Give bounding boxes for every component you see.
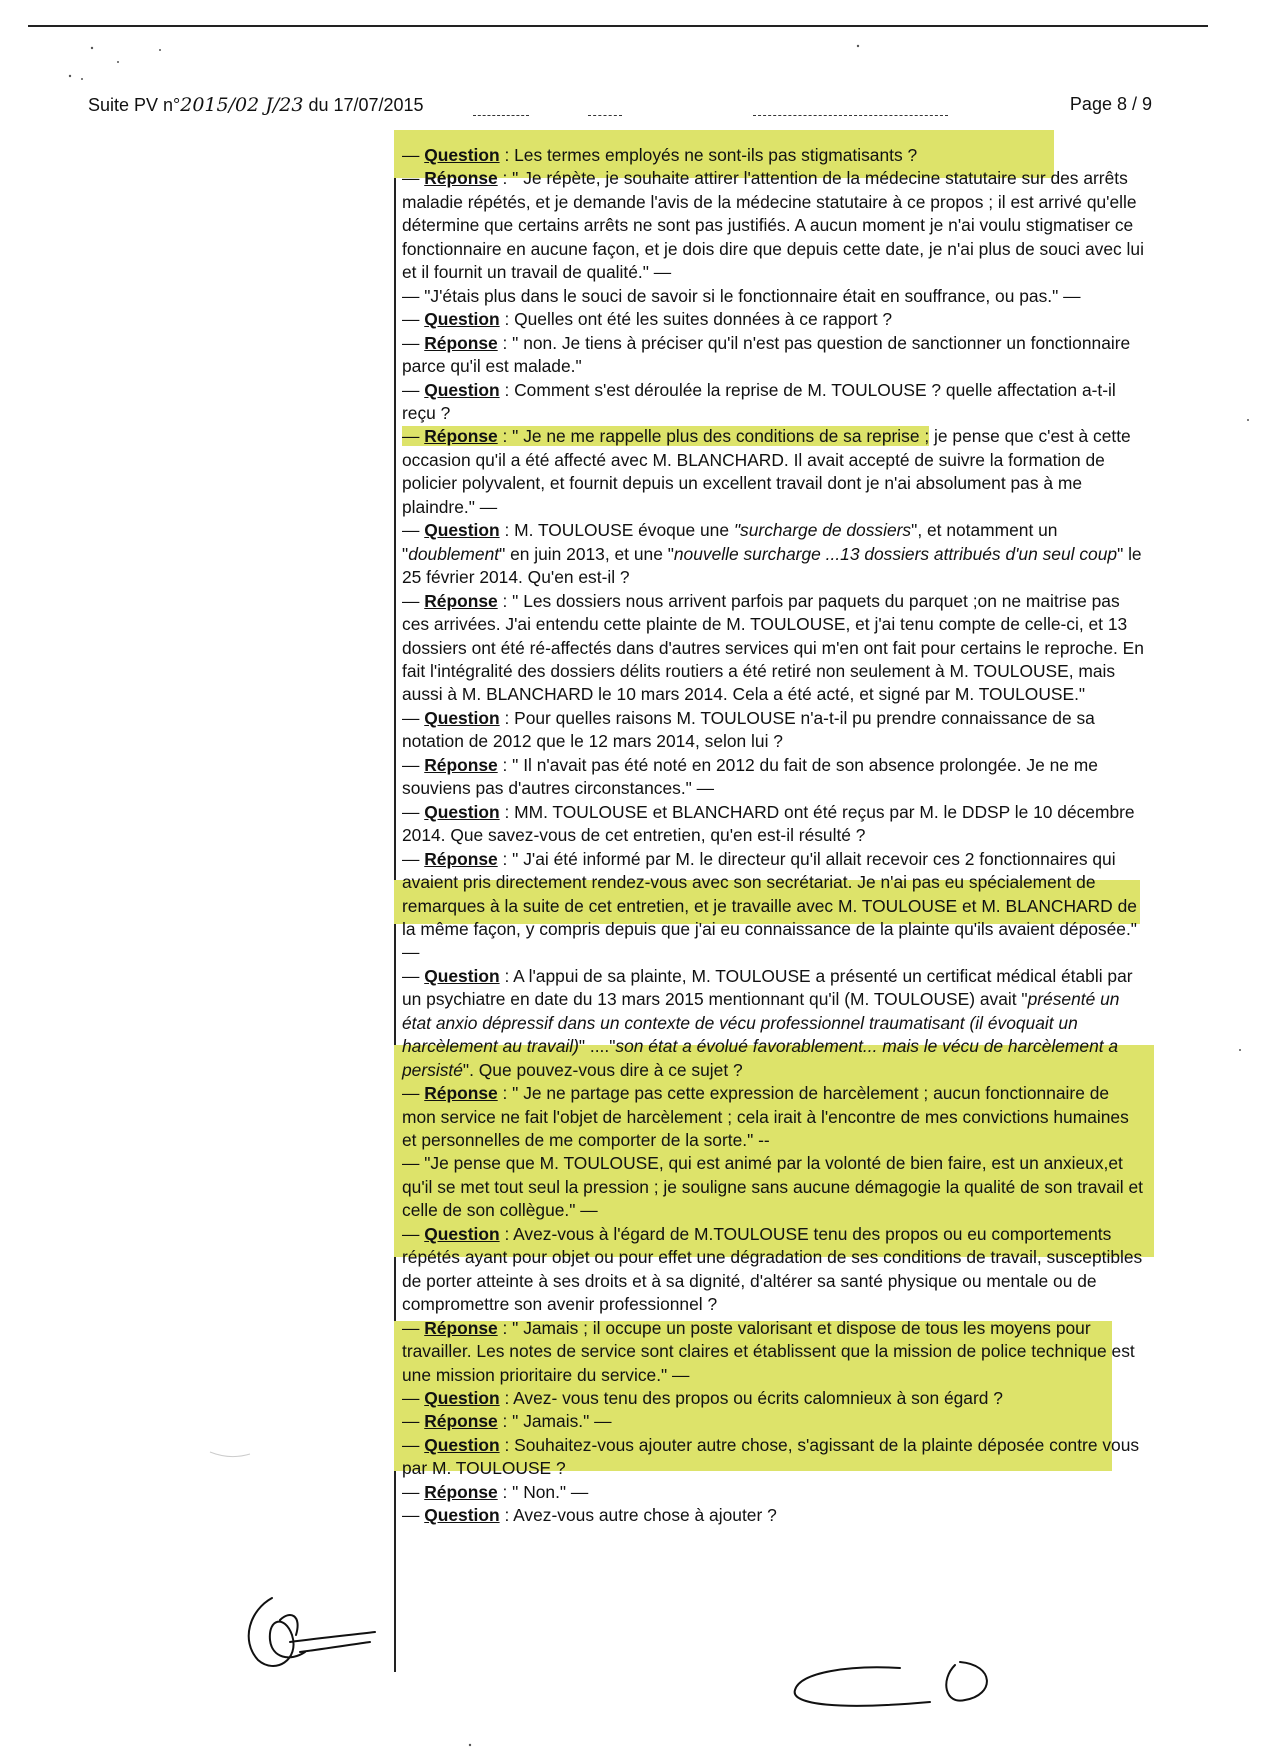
question-label: Question (424, 309, 500, 330)
paragraph-question: — Question : Quelles ont été les suites données à ce rapport ? (402, 309, 893, 330)
paragraph-answer: — Réponse : " Je ne me rappelle plus des conditions de sa reprise ; je pense que c'est à cette occasion qu'il a été affecté avec M. BLANCHARD. Il avait accepté de suivre la formation de policier polyvalent, et fournit depuis un excellent travail dont je n'ai absolument pas à me plaindre." — (402, 426, 1131, 517)
question-label: Question (424, 520, 500, 541)
paragraph-answer: — Réponse : " Jamais ; il occupe un poste valorisant et dispose de tous les moyens pour travailler. Les notes de service sont claires et établissent que la mission de police technique est une mission prioritaire du service." — (402, 1317, 1135, 1385)
question-label: Question (424, 379, 500, 400)
paragraph-statement: — "J'étais plus dans le souci de savoir si le fonctionnaire était en souffrance, ou pas." — (402, 285, 1081, 306)
question-label: Question (424, 1223, 500, 1244)
answer-label: Réponse (424, 426, 498, 447)
paragraph-answer: — Réponse : " Je ne partage pas cette expression de harcèlement ; aucun fonctionnaire de mon service ne fait l'objet de harcèlement ; cela irait à l'encontre de mes convictions humaines et personnelles de me comporter de la sorte." -- (402, 1083, 1129, 1151)
question-label: Question (424, 965, 500, 986)
answer-label: Réponse (424, 1083, 498, 1104)
paragraph-question: — Question : Avez- vous tenu des propos ou écrits calomnieux à son égard ? (402, 1388, 1003, 1409)
paragraph-answer: — Réponse : " Il n'avait pas été noté en 2012 du fait de son absence prolongée. Je ne me souviens pas d'autres circonstances." — (402, 754, 1098, 799)
paragraph-question: — Question : A l'appui de sa plainte, M. TOULOUSE a présenté un certificat médical établi par un psychiatre en date du 13 mars 2015 mentionnant qu'il (M. TOULOUSE) avait "présenté un état anxio dépressif dans un contexte de vécu professionnel traumatisant (il évoquait un harcèlement au travail)" ...."son état a évolué favorablement... mais le vécu de harcèlement a persisté". Que pouvez-vous dire à ce sujet ? (402, 965, 1133, 1080)
answer-label: Réponse (424, 590, 498, 611)
header-suite-pv: Suite PV n° (88, 95, 181, 115)
paragraph-answer: — Réponse : " non. Je tiens à préciser qu'il n'est pas question de sanctionner un fonctionnaire parce qu'il est malade." (402, 332, 1131, 377)
question-label: Question (424, 1505, 500, 1526)
header-page-number: Page 8 / 9 (1069, 94, 1152, 114)
paragraph-question: — Question : Pour quelles raisons M. TOULOUSE n'a-t-il pu prendre connaissance de sa notation de 2012 que le 12 mars 2014, selon lui ? (402, 707, 1095, 752)
question-label: Question (424, 145, 500, 165)
question-label: Question (424, 707, 500, 728)
paragraph-question: — Question : Souhaitez-vous ajouter autre chose, s'agissant de la plainte déposée contre vous par M. TOULOUSE ? (402, 1434, 1140, 1479)
answer-label: Réponse (424, 1481, 498, 1502)
paragraph-question: — Question : Avez-vous à l'égard de M.TOULOUSE tenu des propos ou eu comportements répétés ayant pour objet ou pour effet une dégradation de ses conditions de travail, susceptibles de porter atteinte à ses droits et à sa dignité, d'altérer sa santé physique ou mentale ou de compromettre son avenir professionnel ? (402, 1223, 1143, 1315)
question-label: Question (424, 1388, 500, 1409)
paragraph-answer: — Réponse : " Non." — (402, 1481, 589, 1502)
answer-label: Réponse (424, 848, 498, 869)
answer-label: Réponse (424, 1317, 498, 1338)
paragraph-question: — Question : Les termes employés ne sont-ils pas stigmatisants ? (402, 145, 918, 165)
paragraph-question: — Question : M. TOULOUSE évoque une "surcharge de dossiers", et notamment un "doublement" en juin 2013, et une "nouvelle surcharge ...13 dossiers attribués d'un seul coup" le 25 février 2014. Qu'en est-il ? (402, 520, 1142, 588)
signature-left-icon (230, 1580, 400, 1680)
answer-label: Réponse (424, 754, 498, 775)
paragraph-question: — Question : Avez-vous autre chose à ajouter ? (402, 1505, 777, 1526)
paragraph-answer: — Réponse : " Jamais." — (402, 1411, 612, 1432)
answer-label: Réponse (424, 332, 498, 353)
paragraph-statement: — "Je pense que M. TOULOUSE, qui est animé par la volonté de bien faire, est un anxieux,et qu'il se met tout seul la pression ; je souligne sans aucune démagogie la qualité de son travail et celle de son collègue." — (402, 1153, 1143, 1221)
paragraph-answer: — Réponse : " J'ai été informé par M. le directeur qu'il allait recevoir ces 2 fonctionnaires qui avaient pris directement rendez-vous avec son secrétariat. Je n'ai pas eu spécialement de remarques à la suite de cet entretien, et je travaille avec M. TOULOUSE et M. BLANCHARD de la même façon, y compris depuis que j'ai eu connaissance de la plainte qu'ils avaient déposée." — (402, 848, 1137, 963)
question-label: Question (424, 1434, 500, 1455)
header-pv-number: 2015/02 J/23 (180, 94, 304, 116)
paragraph-question: — Question : Comment s'est déroulée la reprise de M. TOULOUSE ? quelle affectation a-t-il reçu ? (402, 379, 1116, 423)
signature-right-icon (780, 1650, 1030, 1720)
answer-label: Réponse (424, 168, 498, 189)
paragraph-answer: — Réponse : " Les dossiers nous arrivent parfois par paquets du parquet ;on ne maitrise pas ces arrivées. J'ai entendu cette plainte de M. TOULOUSE, et j'ai tenu compte de celle-ci, et 13 dossiers ont été ré-affectés dans d'autres services qui m'en ont fait pour certains le reproche. En fait l'intégralité des dossiers délits routiers a été retiré non seulement à M. TOULOUSE, mais aussi à M. BLANCHARD le 10 mars 2014. Cela a été acté, et signé par M. TOULOUSE." (402, 590, 1144, 705)
answer-label: Réponse (424, 1411, 498, 1432)
header-date: du 17/07/2015 (308, 95, 424, 115)
paragraph-answer: — Réponse : " Je répète, je souhaite attirer l'attention de la médecine statutaire sur des arrêts maladie répétés, et je demande l'avis de la médecine statutaire à ce propos ; il est arrivé qu'elle détermine que certains arrêts ne sont pas justifiés. A aucun moment je n'ai voulu stigmatiser ce fonctionnaire en aucune façon, et je dois dire que depuis cette date, je n'ai plus de souci avec lui et il fournit un travail de qualité." — (402, 168, 1144, 283)
question-label: Question (424, 801, 500, 822)
paragraph-question: — Question : MM. TOULOUSE et BLANCHARD ont été reçus par M. le DDSP le 10 décembre 2014. Que savez-vous de cet entretien, qu'en est-il résulté ? (402, 801, 1135, 846)
